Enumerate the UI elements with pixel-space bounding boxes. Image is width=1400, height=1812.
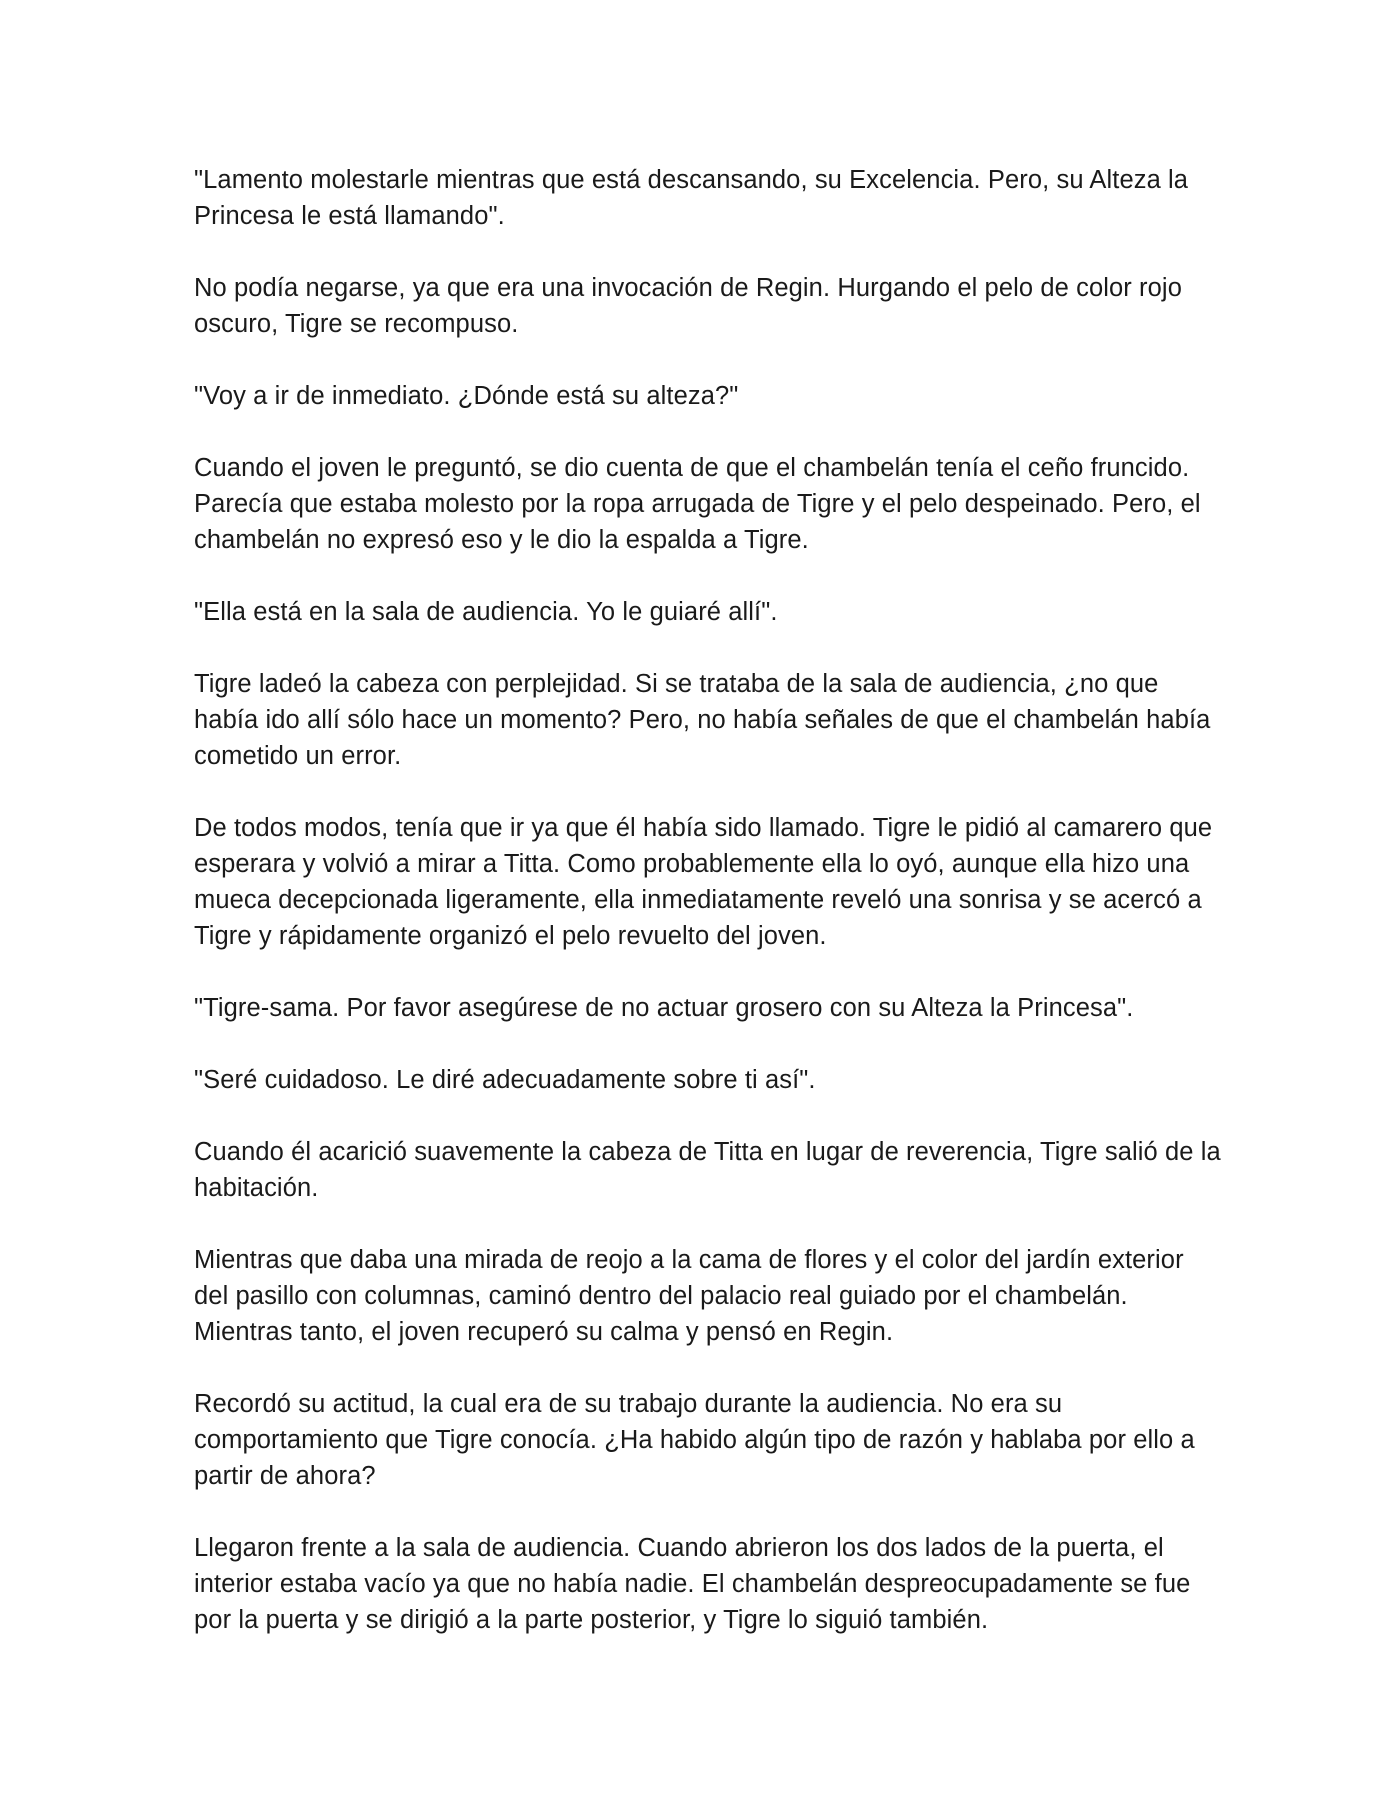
paragraph-4: Cuando el joven le preguntó, se dio cuenta de que el chambelán tenía el ceño fruncido. Parecía que estaba molesto por la ropa arrugada de Tigre y el pelo despeinado. Pero, el chambelán no expresó eso y le dio la espalda a Tigre. [194, 454, 1201, 554]
paragraph-9: "Seré cuidadoso. Le diré adecuadamente sobre ti así". [194, 1066, 816, 1094]
paragraph-5: "Ella está en la sala de audiencia. Yo le guiaré allí". [194, 598, 778, 626]
paragraph-2: No podía negarse, ya que era una invocación de Regin. Hurgando el pelo de color rojo oscuro, Tigre se recompuso. [194, 274, 1182, 338]
document-body [194, 162, 1224, 1638]
paragraph-6: Tigre ladeó la cabeza con perplejidad. Si se trataba de la sala de audiencia, ¿no que había ido allí sólo hace un momento? Pero, no había señales de que el chambelán había cometido un error. [194, 670, 1211, 770]
paragraph-1: "Lamento molestarle mientras que está descansando, su Excelencia. Pero, su Alteza la Princesa le está llamando". [194, 166, 1189, 230]
paragraph-13: Llegaron frente a la sala de audiencia. Cuando abrieron los dos lados de la puerta, el interior estaba vacío ya que no había nadie. El chambelán despreocupadamente se fue por la puerta y se dirigió a la parte posterior, y Tigre lo siguió también. [194, 1534, 1191, 1634]
paragraph-3: "Voy a ir de inmediato. ¿Dónde está su alteza?" [194, 382, 739, 410]
paragraph-12: Recordó su actitud, la cual era de su trabajo durante la audiencia. No era su comportamiento que Tigre conocía. ¿Ha habido algún tipo de razón y hablaba por ello a partir de ahora? [194, 1390, 1195, 1490]
paragraph-8: "Tigre-sama. Por favor asegúrese de no actuar grosero con su Alteza la Princesa". [194, 994, 1134, 1022]
paragraph-10: Cuando él acarició suavemente la cabeza de Titta en lugar de reverencia, Tigre salió de la habitación. [194, 1138, 1221, 1202]
paragraph-11: Mientras que daba una mirada de reojo a la cama de flores y el color del jardín exterior del pasillo con columnas, caminó dentro del palacio real guiado por el chambelán. Mientras tanto, el joven recuperó su calma y pensó en Regin. [194, 1246, 1184, 1346]
paragraph-7: De todos modos, tenía que ir ya que él había sido llamado. Tigre le pidió al camarero que esperara y volvió a mirar a Titta. Como probablemente ella lo oyó, aunque ella hizo una mueca decepcionada ligeramente, ella inmediatamente reveló una sonrisa y se acercó a Tigre y rápidamente organizó el pelo revuelto del joven. [194, 814, 1213, 950]
